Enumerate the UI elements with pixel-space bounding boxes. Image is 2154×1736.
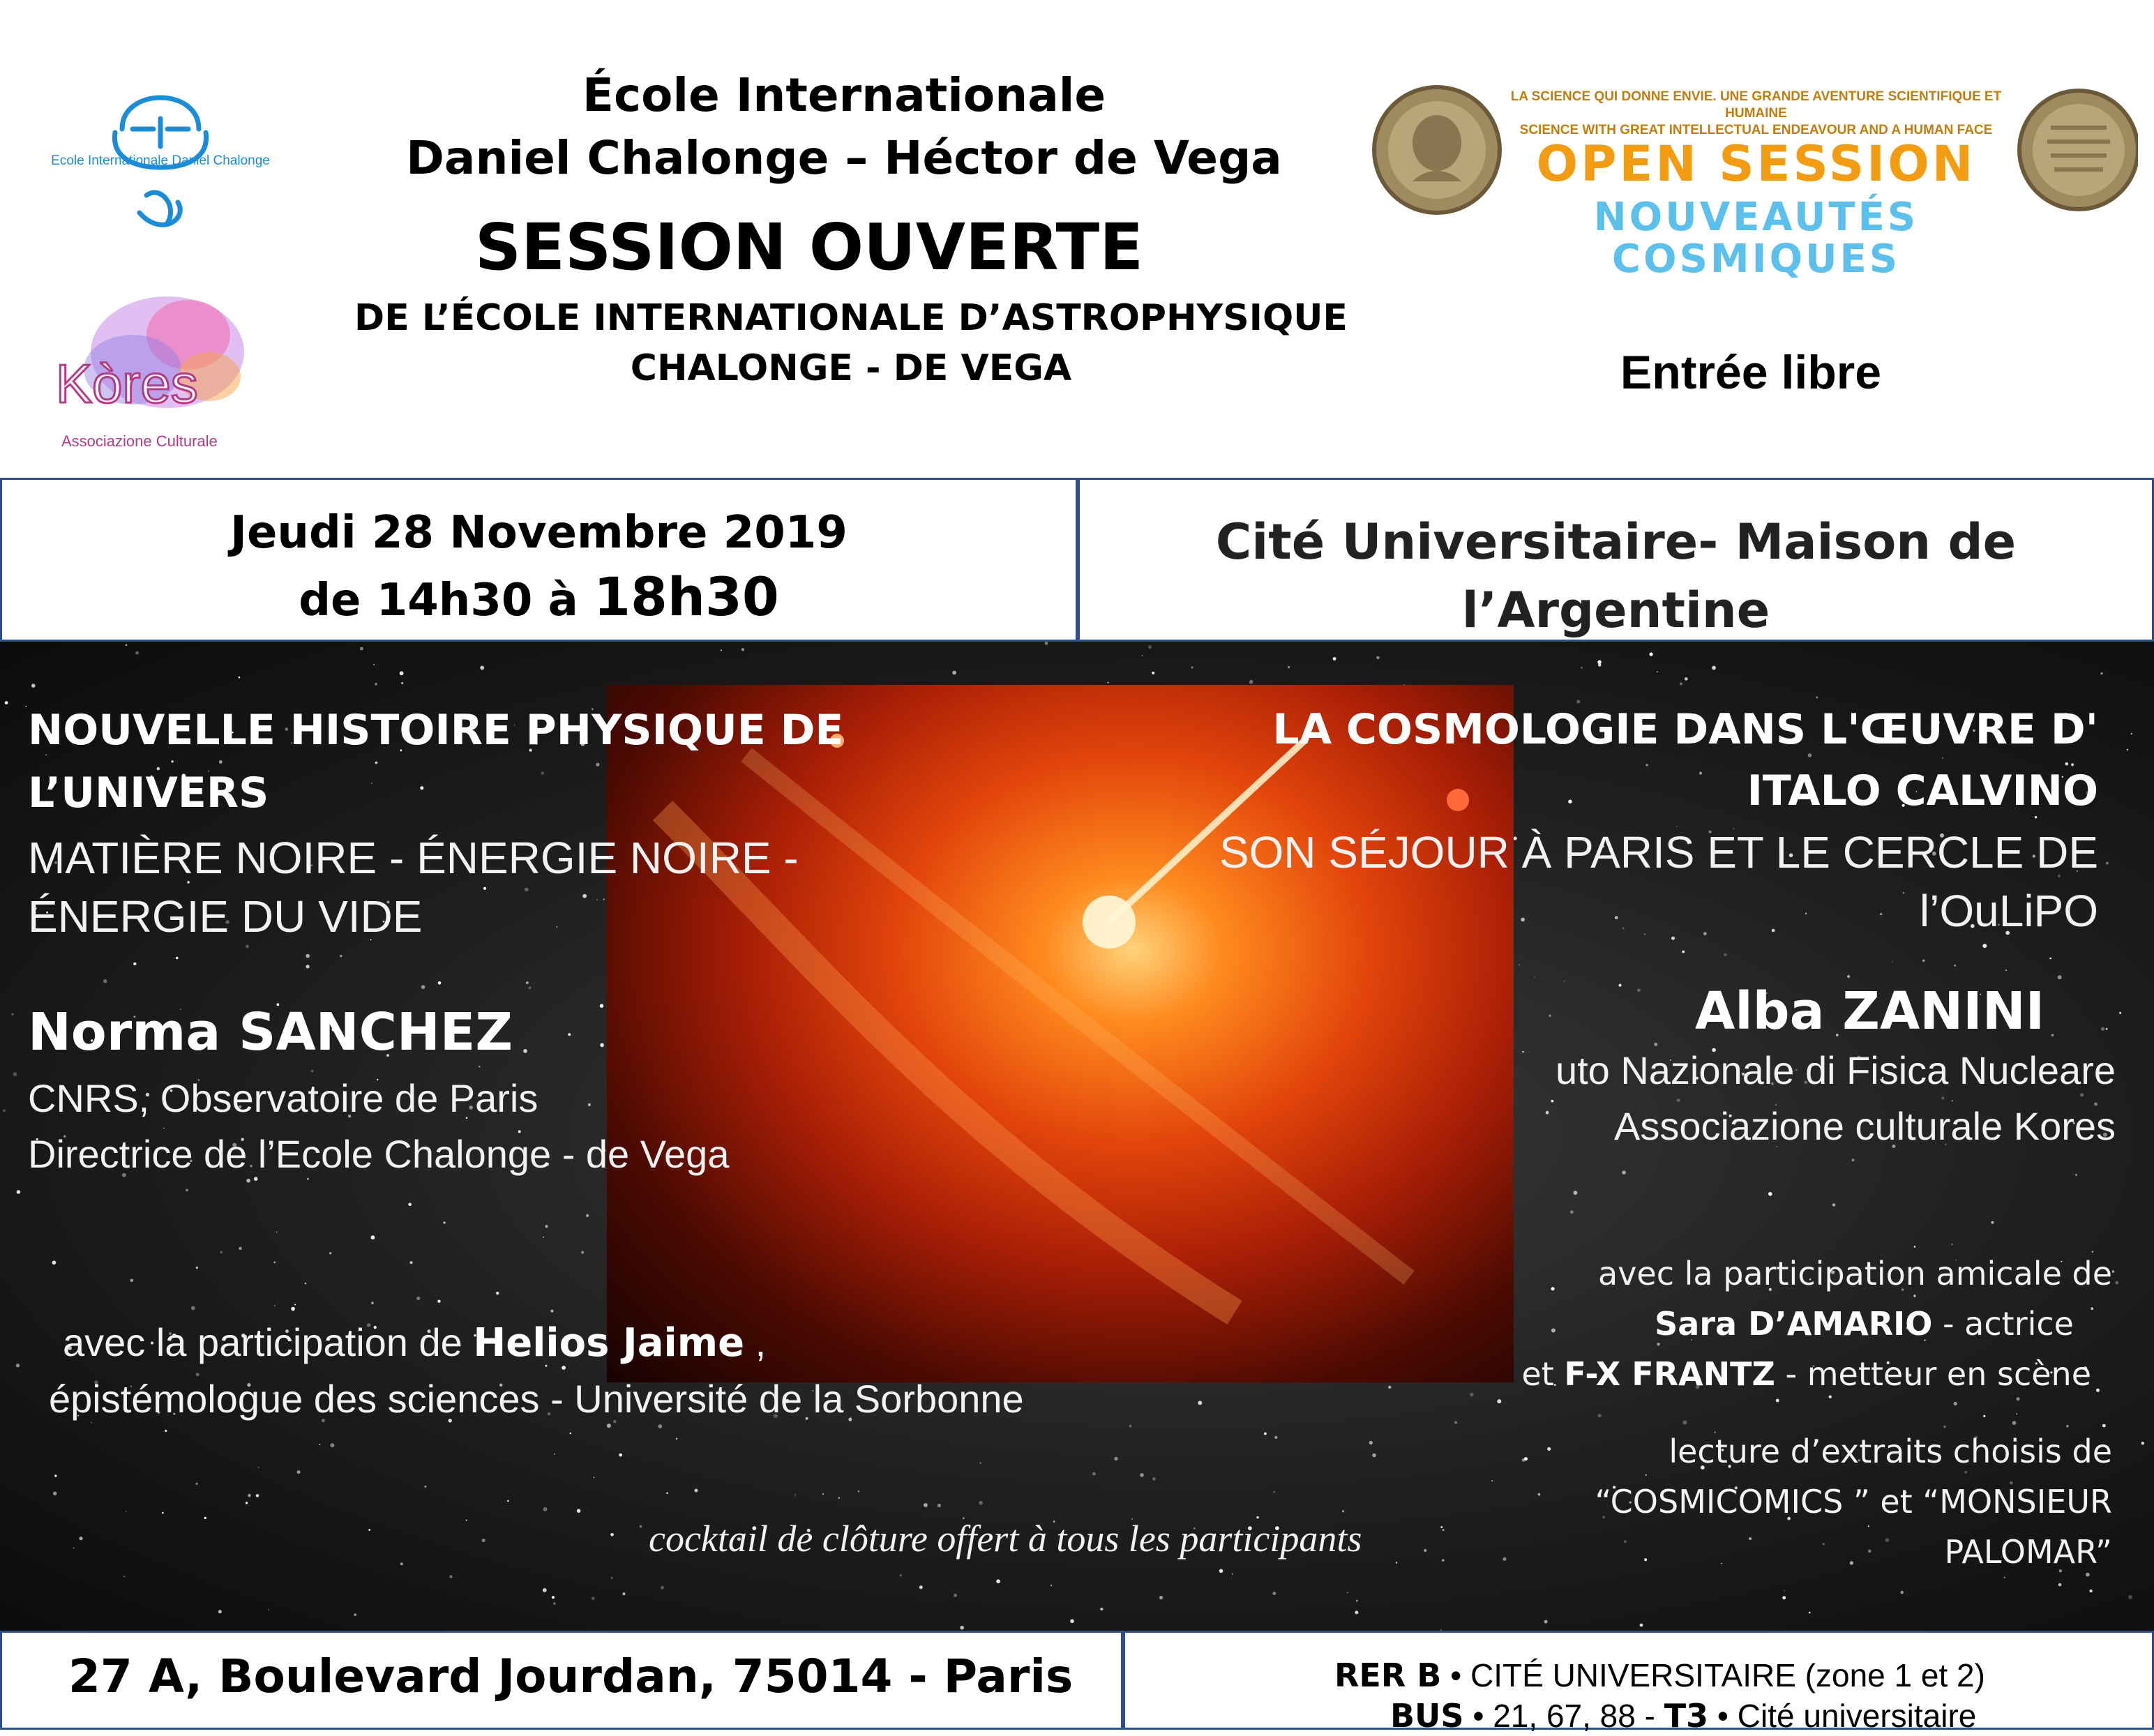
star [1574, 1191, 1578, 1195]
star [496, 1292, 499, 1295]
star [401, 682, 403, 684]
star [186, 1188, 188, 1191]
medal-right-icon [2016, 84, 2138, 216]
session-subtitle-line2: CHALONGE - DE VEGA [630, 347, 1072, 389]
star [611, 1577, 613, 1579]
speaker-left-affiliation [28, 1071, 729, 1182]
star [1900, 1591, 1904, 1594]
star [1356, 1600, 1358, 1602]
speaker-right-aff2: Associazione culturale Kores [1613, 1104, 2116, 1148]
star [305, 1283, 307, 1285]
star [1376, 656, 1379, 659]
header [0, 0, 2154, 478]
star [676, 1438, 677, 1440]
star [2016, 1413, 2017, 1414]
star [80, 1537, 83, 1540]
star [1598, 1414, 1602, 1417]
star [340, 955, 342, 957]
star [1640, 1624, 1643, 1627]
session-subtitle-line1: DE L’ÉCOLE INTERNATIONALE D’ASTROPHYSIQUE [354, 297, 1348, 339]
participation-left-name: Helios Jaime [473, 1320, 745, 1366]
speaker-left-aff2: Directrice de l’Ecole Chalonge - de Vega [28, 1132, 730, 1176]
star [545, 1225, 548, 1228]
ecole-title-line2: Daniel Chalonge – Héctor de Vega [406, 131, 1282, 185]
star [1372, 1454, 1376, 1458]
star [204, 1517, 206, 1519]
speaker-right-affiliation [1488, 1043, 2116, 1154]
star [273, 1262, 276, 1264]
star [25, 706, 27, 707]
star [466, 1520, 467, 1521]
star [1622, 1170, 1626, 1175]
star [103, 979, 107, 983]
star [1100, 1608, 1103, 1610]
star [1682, 951, 1685, 953]
star [822, 1493, 824, 1495]
star [1198, 1401, 1202, 1405]
talk-left-title [28, 699, 1018, 824]
star [2090, 1590, 2093, 1592]
star [449, 1576, 452, 1578]
star [858, 1490, 859, 1492]
star [2005, 969, 2007, 971]
star [16, 1364, 20, 1367]
star [1369, 1441, 1373, 1444]
star [2058, 975, 2062, 979]
guest2-name: F-X FRANTZ [1564, 1355, 1775, 1393]
event-time [2, 565, 1076, 633]
talk-left-subtitle-line1: MATIÈRE NOIRE - ÉNERGIE NOIRE - [28, 833, 799, 883]
kores-logo [49, 293, 244, 460]
star [838, 1497, 841, 1499]
star [592, 1597, 595, 1600]
star [2100, 672, 2102, 674]
star [600, 1004, 604, 1008]
star [1355, 1610, 1358, 1614]
star [31, 684, 36, 688]
star [126, 644, 128, 646]
star [1982, 944, 1987, 948]
star [577, 1509, 581, 1513]
star [1954, 1402, 1957, 1405]
star [1680, 682, 1682, 685]
star [130, 1279, 134, 1283]
lecture-block [1415, 1426, 2112, 1577]
talk-right-title-line1: LA COSMOLOGIE DANS L'ŒUVRE D' [1272, 705, 2098, 754]
star [306, 954, 310, 958]
talk-left-subtitle [28, 829, 1018, 946]
star [438, 981, 442, 985]
star [126, 1511, 127, 1512]
cosmiques-label: COSMIQUES [1611, 236, 1901, 282]
star [1273, 1491, 1275, 1493]
star [900, 1574, 902, 1576]
star [1114, 1457, 1117, 1460]
star [581, 1251, 584, 1254]
talk-right-subtitle-line1: SON SÉJOUR À PARIS ET LE CERCLE DE [1219, 827, 2098, 877]
star [1782, 1596, 1786, 1599]
star [1342, 1510, 1344, 1512]
event-date: Jeudi 28 Novembre 2019 [230, 507, 848, 559]
star [256, 1494, 259, 1497]
star [1922, 960, 1925, 963]
star [1544, 1620, 1548, 1624]
speaker-left: Norma SANCHEZ [28, 1002, 513, 1062]
star [570, 1433, 572, 1435]
star [2101, 1027, 2104, 1031]
speaker-left-aff1: CNRS, Observatoire de Paris [28, 1076, 538, 1120]
star [1549, 1015, 1551, 1018]
star [507, 1500, 509, 1502]
star [135, 651, 139, 655]
star [444, 1221, 446, 1223]
star [2141, 1442, 2145, 1445]
star [1847, 975, 1850, 978]
event-place-line1: Cité Universitaire- Maison de [1215, 513, 2017, 571]
star [1050, 1585, 1052, 1586]
event-place-line2: l’Argentine [1461, 582, 1770, 639]
star [165, 1430, 167, 1432]
talk-right-subtitle-line2: l’OuLiPO [1919, 886, 2098, 936]
guest2-prefix: et [1521, 1355, 1565, 1393]
star [1092, 1472, 1096, 1476]
star [329, 1252, 331, 1254]
star [960, 1626, 964, 1630]
guest1-role: - actrice [1932, 1305, 2074, 1343]
lecture-line3: PALOMAR” [1944, 1533, 2112, 1571]
star [1264, 1433, 1267, 1435]
star [979, 1501, 983, 1505]
star [2106, 1028, 2108, 1030]
star [1142, 655, 1143, 656]
star [526, 981, 529, 984]
event-place-box [1078, 478, 2154, 642]
star [919, 1585, 923, 1589]
star [258, 1467, 259, 1468]
star [1784, 1590, 1786, 1592]
star [2106, 861, 2109, 864]
star [479, 1066, 481, 1068]
event-time-end: 18h30 [594, 566, 779, 628]
star [5, 701, 8, 704]
star [1619, 984, 1622, 987]
star [330, 1443, 334, 1447]
star [954, 1594, 957, 1597]
participation-right [1275, 1248, 2112, 1399]
star [2128, 1595, 2132, 1599]
star [123, 1576, 125, 1577]
star [2127, 749, 2128, 750]
nouveautes-cosmiques [1496, 197, 2016, 280]
bus-text: • 21, 67, 88 - [1463, 1698, 1664, 1734]
star [1581, 667, 1583, 669]
star [306, 965, 310, 968]
star [54, 1474, 57, 1477]
star [695, 1489, 698, 1493]
star [354, 1613, 356, 1616]
star [196, 1483, 198, 1485]
star [553, 1602, 556, 1605]
chalonge-logo-text: Ecole Internationale Daniel Chalonge [51, 153, 270, 168]
star [482, 1539, 485, 1542]
star [619, 1454, 622, 1457]
star [2075, 1174, 2077, 1176]
star [2112, 1270, 2115, 1273]
star [1724, 953, 1726, 956]
star [1140, 1473, 1144, 1477]
star [408, 1203, 412, 1207]
star [360, 647, 363, 651]
star [1637, 989, 1640, 992]
star [623, 1592, 626, 1595]
star [2051, 1034, 2054, 1036]
star [980, 1463, 981, 1464]
transport-box [1123, 1631, 2154, 1735]
star [13, 1072, 17, 1076]
star [721, 649, 722, 651]
star [17, 1190, 21, 1194]
star [2049, 958, 2051, 960]
star [246, 1502, 248, 1504]
address-box [0, 1631, 1123, 1730]
rer-label: RER B [1334, 1656, 1442, 1694]
star [554, 1454, 555, 1455]
participation-right-intro: avec la participation amicale de [1598, 1255, 2112, 1292]
star [371, 1301, 374, 1304]
star [424, 1486, 426, 1488]
star [480, 666, 484, 670]
star [368, 1529, 370, 1531]
star [373, 664, 375, 665]
event-date-box [0, 478, 1078, 642]
star [437, 1300, 440, 1303]
star [1347, 1592, 1348, 1593]
talk-right-title-line2: ITALO CALVINO [1747, 767, 2098, 815]
event-time-start: de 14h30 à [299, 575, 594, 626]
star [550, 1310, 553, 1313]
cocktail-note: cocktail de clôture offert à tous les participants [649, 1518, 1362, 1560]
star [410, 1261, 413, 1264]
star [53, 1492, 57, 1495]
star [523, 1049, 527, 1053]
star [416, 1297, 420, 1300]
guest2-role: - metteur en scène [1775, 1355, 2091, 1393]
star [640, 1525, 642, 1528]
open-session-banner [1371, 70, 2138, 300]
star [661, 1586, 664, 1590]
participation-left-suffix: , [744, 1320, 767, 1364]
ecole-title-line1: École Internationale [582, 68, 1106, 122]
star [1768, 1192, 1772, 1196]
star [1712, 666, 1716, 670]
star [1148, 645, 1152, 649]
star [1396, 1562, 1397, 1563]
session-title: SESSION OUVERTE [474, 210, 1144, 285]
star [291, 1307, 295, 1311]
star [2116, 1281, 2119, 1285]
participation-left-role: épistémologue des sciences - Université de la Sorbonne [49, 1377, 1024, 1421]
star [924, 1503, 928, 1507]
star [1497, 1399, 1501, 1403]
star [666, 1492, 668, 1494]
star [1191, 666, 1193, 668]
star [794, 1494, 796, 1495]
kores-logo-text: Kòres [56, 353, 198, 414]
star [191, 1306, 195, 1311]
address-text: 27 A, Boulevard Jourdan, 75014 - Paris [68, 1650, 1074, 1703]
talk-left-title-line1: NOUVELLE HISTOIRE PHYSIQUE DE [28, 706, 844, 755]
star [248, 1494, 251, 1497]
star [297, 1470, 301, 1474]
star [1454, 1421, 1457, 1424]
lecture-line1: lecture d’extraits choisis de [1669, 1433, 2112, 1470]
star [1991, 1221, 1994, 1224]
star [1070, 1620, 1074, 1624]
star [1892, 961, 1893, 963]
star [1914, 1246, 1916, 1248]
star [421, 985, 425, 989]
star [1333, 657, 1336, 661]
star [1152, 672, 1154, 674]
star [952, 671, 956, 675]
star [1685, 677, 1688, 681]
talk-right-title [982, 699, 2098, 822]
star [1534, 976, 1535, 978]
star [162, 1512, 164, 1514]
session-subtitle [258, 293, 1444, 393]
star [593, 1477, 594, 1478]
kores-logo-subtitle: Associazione Culturale [61, 432, 218, 450]
star [1570, 1210, 1574, 1214]
star [400, 1562, 403, 1565]
star [1274, 1436, 1277, 1439]
star [1232, 1573, 1233, 1575]
star [600, 1043, 604, 1048]
star [1650, 652, 1653, 656]
star [1045, 642, 1048, 645]
star [52, 1260, 57, 1265]
star [2131, 733, 2132, 734]
ecole-title [377, 64, 1311, 190]
star [1272, 1592, 1276, 1595]
star [276, 1232, 278, 1233]
talk-right-subtitle [982, 823, 2098, 940]
star [176, 957, 179, 960]
star [1809, 1612, 1811, 1614]
chalonge-logo [51, 63, 270, 251]
star [1152, 1477, 1156, 1481]
star [1983, 1415, 1985, 1417]
nouveautes-label: NOUVEAUTÉS [1593, 195, 1919, 240]
star [268, 1609, 269, 1610]
star [239, 677, 241, 679]
star [400, 671, 404, 675]
star [1219, 1569, 1223, 1573]
star [741, 648, 744, 651]
talk-left-title-line2: L’UNIVERS [28, 769, 269, 817]
star [543, 1237, 544, 1238]
star [1108, 682, 1109, 684]
star [552, 1596, 555, 1599]
star [543, 1507, 548, 1511]
speaker-right-aff1: uto Nazionale di Fisica Nucleare [1555, 1048, 2116, 1092]
star [586, 1214, 589, 1217]
star [1598, 663, 1601, 666]
lecture-line2: “COSMICOMICS ” et “MONSIEUR [1595, 1483, 2112, 1520]
star [1249, 680, 1253, 684]
speaker-right: Alba ZANINI [1695, 981, 2045, 1041]
star [1288, 666, 1290, 668]
star [1852, 1158, 1855, 1161]
star [568, 1033, 571, 1036]
star [3, 1110, 6, 1112]
star [1776, 1399, 1779, 1403]
star [196, 1267, 198, 1269]
star [610, 1533, 614, 1537]
banner-tagline-en: SCIENCE WITH GREAT INTELLECTUAL ENDEAVOUR AND A HUMAN FACE [1519, 123, 1993, 137]
star [133, 963, 136, 965]
banner-tagline-fr: LA SCIENCE QUI DONNE ENVIE. UNE GRANDE AVENTURE SCIENTIFIQUE ET HUMAINE [1510, 89, 2002, 121]
star [528, 986, 531, 989]
star [294, 1304, 296, 1306]
star [937, 1504, 941, 1507]
star [1832, 1203, 1836, 1207]
participation-left [49, 1315, 1179, 1427]
bus-label: BUS [1390, 1697, 1464, 1735]
open-session-title: OPEN SESSION [1536, 135, 1976, 193]
star [1159, 1596, 1163, 1599]
medal-left-icon [1371, 84, 1503, 216]
star [2058, 1583, 2062, 1587]
talk-left-subtitle-line2: ÉNERGIE DU VIDE [28, 891, 423, 942]
star [1563, 981, 1565, 982]
star [218, 1610, 222, 1613]
rer-text: • CITÉ UNIVERSITAIRE (zone 1 et 2) [1441, 1657, 1985, 1693]
star [2012, 1421, 2017, 1425]
banner-tagline [1496, 89, 2016, 139]
entree-libre: Entrée libre [1620, 346, 1882, 399]
star [543, 1588, 547, 1592]
star [375, 683, 377, 686]
star [996, 1579, 1000, 1583]
star [220, 1251, 223, 1253]
star [274, 1305, 276, 1306]
t3-label: T3 [1664, 1697, 1709, 1735]
participation-left-prefix: avec la participation de [63, 1320, 474, 1364]
star [1657, 671, 1658, 672]
space-background [0, 642, 2154, 1631]
star [11, 1013, 13, 1016]
guest1-name: Sara D’AMARIO [1655, 1305, 1933, 1343]
star [1682, 1421, 1687, 1425]
star [1519, 964, 1520, 965]
star [2119, 1012, 2121, 1014]
star [371, 1235, 375, 1239]
star [319, 1444, 320, 1445]
t3-text: • Cité universitaire [1708, 1698, 1977, 1734]
star [73, 1547, 75, 1548]
star [1952, 1244, 1953, 1246]
star [1954, 965, 1956, 967]
star [239, 1247, 242, 1251]
